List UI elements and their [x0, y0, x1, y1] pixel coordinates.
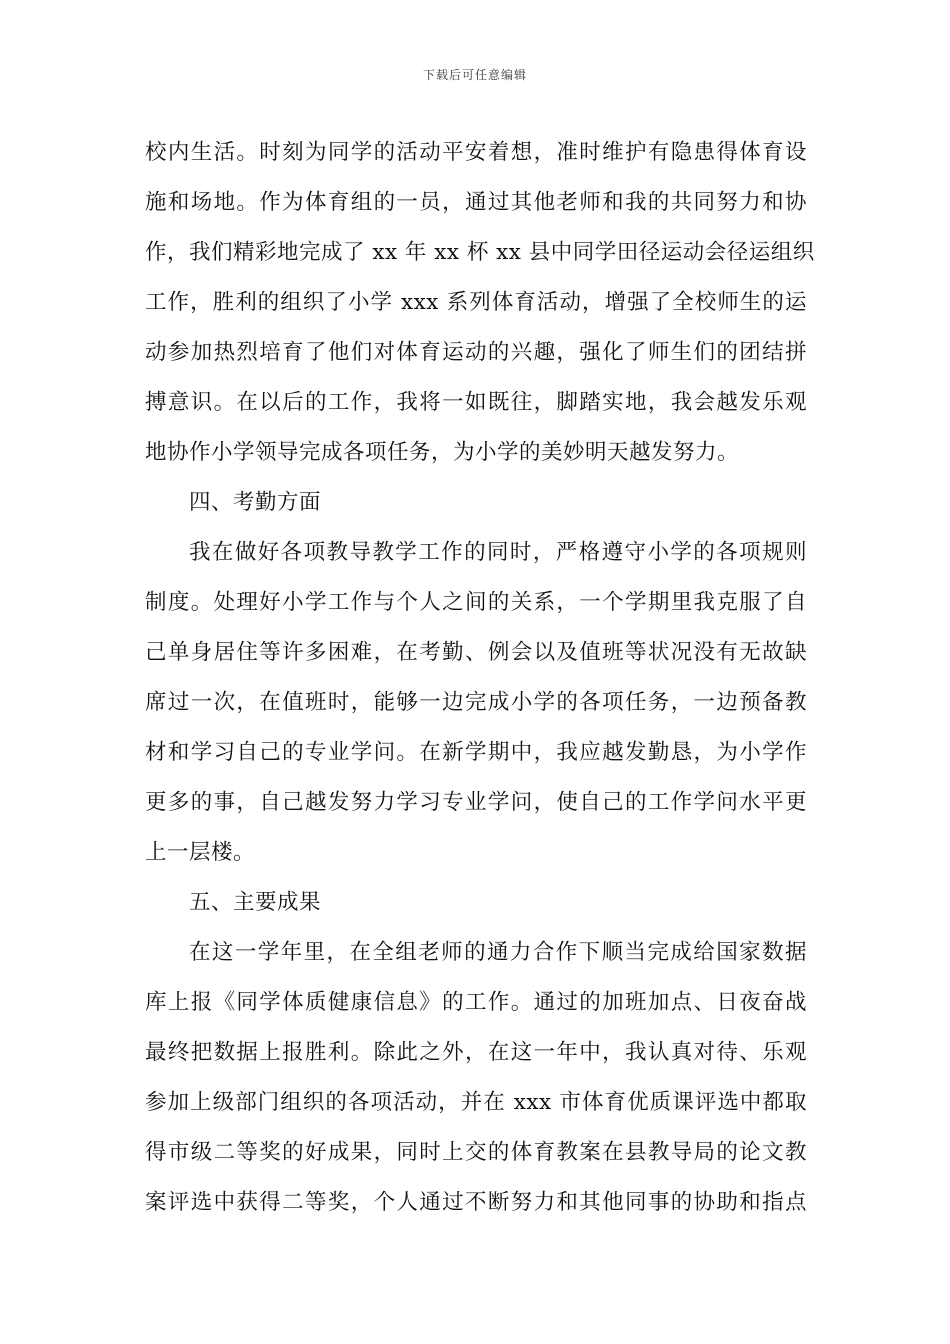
text-line: 最终把数据上报胜利。除此之外，在这一年中，我认真对待、乐观: [145, 1040, 807, 1065]
text-line: 席过一次，在值班时，能够一边完成小学的各项任务，一边预备教: [145, 690, 807, 715]
paragraph-attendance: [145, 528, 807, 878]
section-heading-attendance: [145, 478, 807, 528]
text-line: 地协作小学领导完成各项任务，为小学的美妙明天越发努力。: [145, 440, 740, 465]
text-line: 案评选中获得二等奖，个人通过不断努力和其他同事的协助和指点: [145, 1190, 807, 1215]
text-line: 动参加热烈培育了他们对体育运动的兴趣，强化了师生们的团结拼: [145, 340, 807, 365]
text-line: 得市级二等奖的好成果，同时上交的体育教案在县教导局的论文教: [145, 1140, 807, 1165]
document-body: [145, 128, 815, 1228]
text-line: 搏意识。在以后的工作，我将一如既往，脚踏实地，我会越发乐观: [145, 390, 807, 415]
text-line: 上一层楼。: [145, 840, 256, 865]
paragraph-sports-work: [145, 128, 815, 478]
text-line: 作，我们精彩地完成了 xx 年 xx 杯 xx 县中同学田径运动会径运组织: [145, 240, 815, 265]
text-line: 校内生活。时刻为同学的活动平安着想，准时维护有隐患得体育设: [145, 140, 807, 165]
text-line: 己单身居住等许多困难，在考勤、例会以及值班等状况没有无故缺: [145, 640, 807, 665]
text-line: 材和学习自己的专业学问。在新学期中，我应越发勤恳，为小学作: [145, 740, 807, 765]
text-line: 制度。处理好小学工作与个人之间的关系，一个学期里我克服了自: [145, 590, 807, 615]
text-line: 在这一学年里，在全组老师的通力合作下顺当完成给国家数据: [189, 940, 807, 965]
text-line: 工作，胜利的组织了小学 xxx 系列体育活动，增强了全校师生的运: [145, 290, 807, 315]
page-header-note: 下载后可任意编辑: [422, 68, 527, 82]
section-heading: 四、考勤方面: [189, 490, 322, 515]
text-line: 更多的事，自己越发努力学习专业学问，使自己的工作学问水平更: [145, 790, 807, 815]
paragraph-achievements: [145, 928, 807, 1228]
section-heading-achievements: [145, 878, 807, 928]
section-heading: 五、主要成果: [189, 890, 322, 915]
text-line: 我在做好各项教导教学工作的同时，严格遵守小学的各项规则: [189, 540, 807, 565]
text-line: 库上报《同学体质健康信息》的工作。通过的加班加点、日夜奋战: [145, 990, 807, 1015]
text-line: 施和场地。作为体育组的一员，通过其他老师和我的共同努力和协: [145, 190, 807, 215]
text-line: 参加上级部门组织的各项活动，并在 xxx 市体育优质课评选中都取: [145, 1090, 807, 1115]
